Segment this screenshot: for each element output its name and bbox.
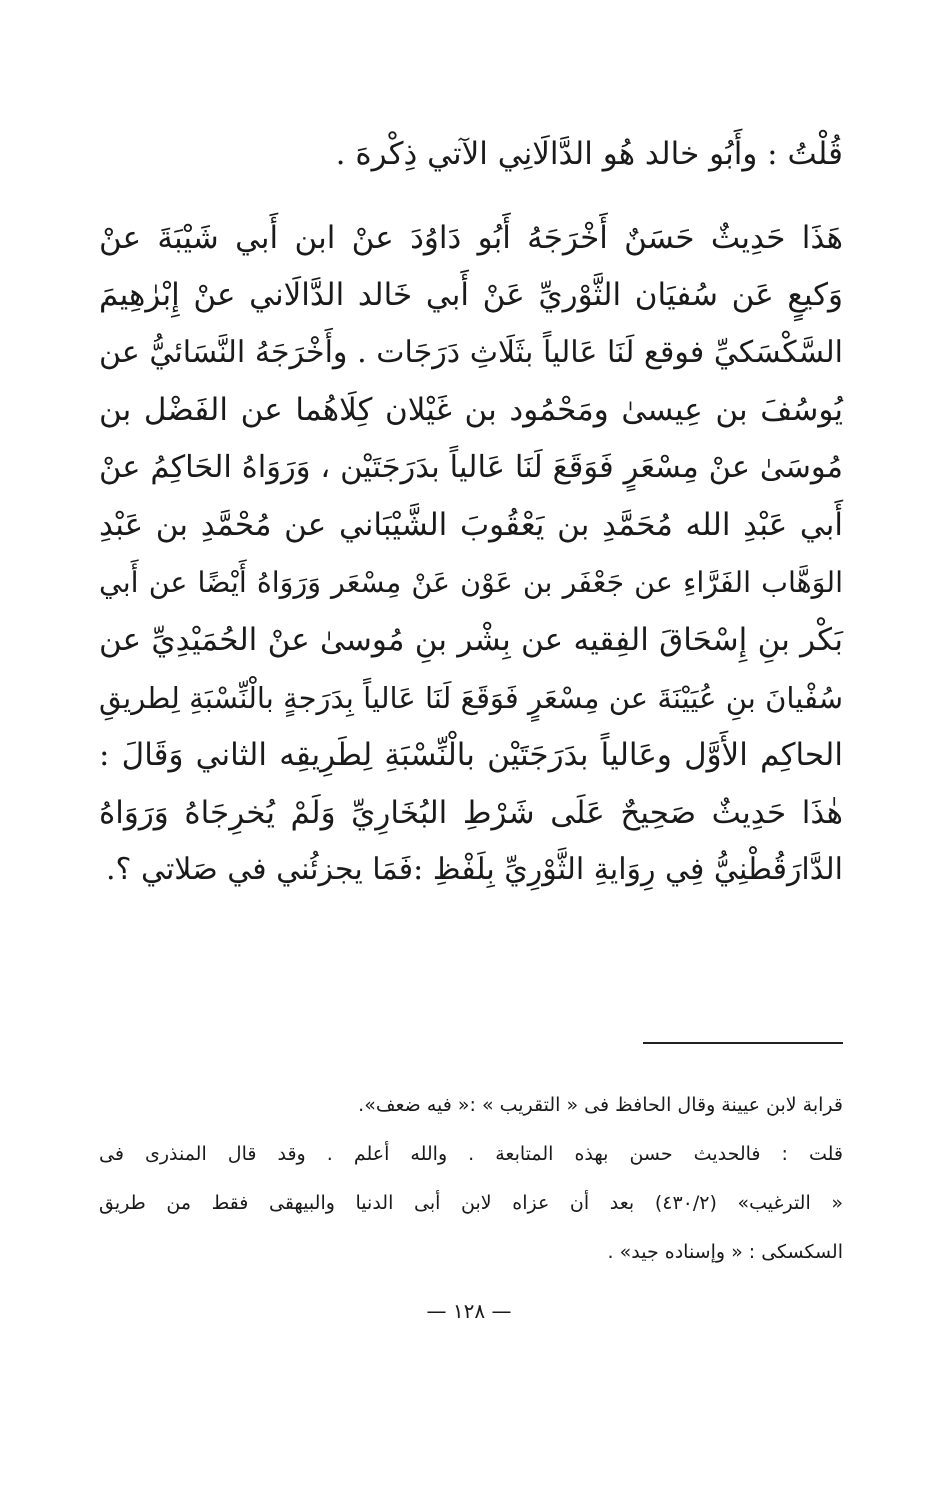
footnote-line-2: قلت : فالحديث حسن بهذه المتابعة . والله أعلم . وقد قال المنذرى فى xyxy=(99,1143,843,1165)
body-line-10: الحاكِم الأَوَّل وعَالياً بدَرَجَتَيْن بالْنِّسْبَةِ لِطَرِيقِه الثاني وَقَالَ : xyxy=(99,737,843,773)
page-number: — ١٢٨ — xyxy=(426,1299,512,1323)
body-line-12: الدَّارَقُطْنِيُّ فِي رِوَايةِ الثَّوْرِيِّ بِلَفْظِ :فَمَا يجزئُني في صَلاتي ؟. xyxy=(105,852,843,887)
body-line-5: مُوسَىٰ عنْ مِسْعَرٍ فَوَقَعَ لَنَا عَالياً بدَرَجَتَيْن ، وَرَوَاهُ الحَاكِمُ عنْ xyxy=(99,450,843,485)
intro-line: قُلْتُ : وأَبُو خالد هُو الدَّالَانِي الآتي ذِكْرهَ . xyxy=(335,136,843,172)
body-line-4: يُوسُفَ بن عِيسىٰ ومَحْمُود بن غَيْلان كِلَاهُما عن الفَضْل بن xyxy=(99,392,843,428)
footnote-line-3: « الترغيب» (٤٣٠/٢) بعد أن عزاه لابن أبى الدنيا والبيهقى فقط من طريق xyxy=(99,1192,843,1214)
body-line-11: هٰذَا حَدِيثٌ صَحِيحٌ عَلَى شَرْطِ البُخَارِيِّ وَلَمْ يُخرِجَاهُ وَرَوَاهُ xyxy=(99,795,843,831)
footnote-line-1: قرابة لابن عيينة وقال الحافظ فى « التقريب » :« فيه ضعف». xyxy=(358,1094,843,1116)
footnote-separator xyxy=(643,1042,843,1044)
body-line-8: بَكْر بنِ إِسْحَاقَ الفِقيه عن بِشْر بنِ مُوسىٰ عنْ الحُمَيْدِيِّ عن xyxy=(99,622,843,658)
body-line-2: وَكيعٍ عَن سُفيَان الثَّوْريِّ عَنْ أَبي خَالد الدَّالَاني عنْ إِبْرٰهِيمَ xyxy=(99,277,843,313)
body-line-6: أَبي عَبْدِ الله مُحَمَّدِ بن يَعْقُوبَ الشَّيْبَاني عن مُحْمَّدِ بن عَبْدِ xyxy=(99,507,843,543)
body-line-7: الوَهَّاب الفَرَّاءِ عن جَعْفَر بن عَوْن عَنْ مِسْعَر وَرَوَاهُ أَيْضًا عن أَبي xyxy=(99,566,843,599)
body-line-9: سُفْيانَ بنِ عُيَيْنَةَ عن مِسْعَرٍ فَوَقَعَ لَنَا عَالياً بِدَرَجةٍ بالْنِّسْبَةِ لِطريقِ xyxy=(99,681,843,715)
body-line-3: السَّكْسَكيِّ فوقع لَنَا عَالياً بثَلَاثِ دَرَجَات . وأَخْرَجَهُ النَّسَائيُّ عن xyxy=(99,335,843,370)
body-line-1: هَذَا حَدِيثٌ حَسَنٌ أَخْرَجَهُ أَبُو دَاوُدَ عنْ ابن أَبي شَيْبَةَ عنْ xyxy=(99,220,843,256)
footnote-line-4: السكسكى : « وإسناده جيد» . xyxy=(607,1241,843,1263)
